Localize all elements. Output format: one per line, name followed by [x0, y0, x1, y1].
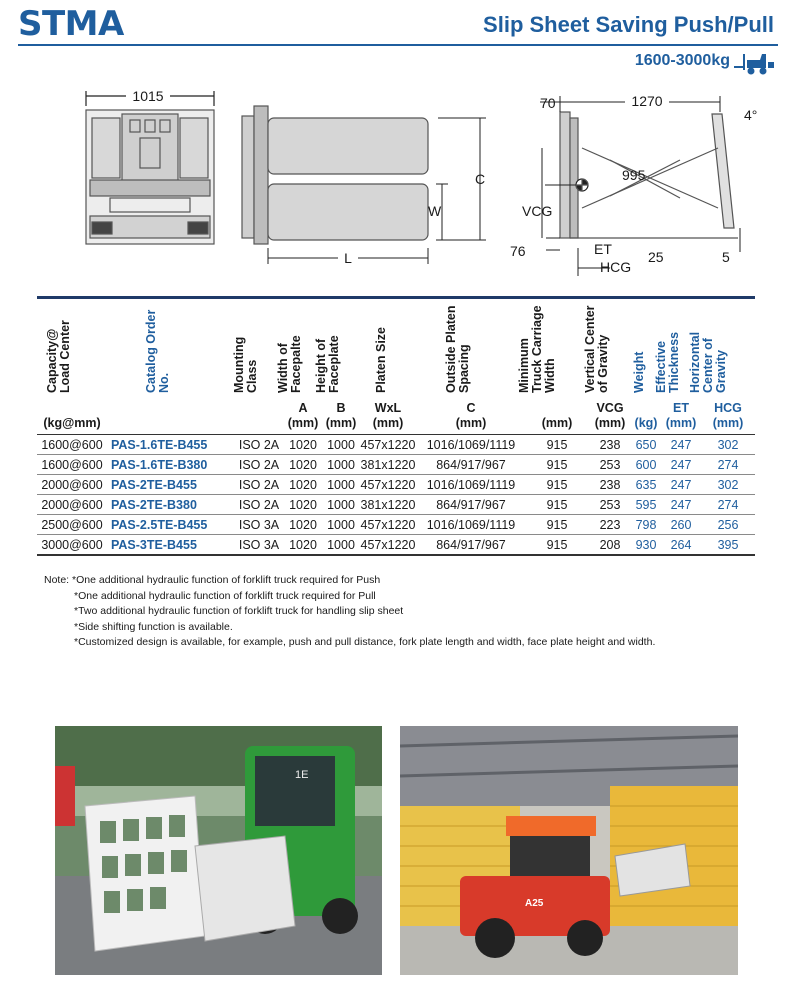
table-row — [37, 515, 755, 535]
header-capacity: Capacity@ Load Center — [45, 320, 72, 393]
header-platen: Platen Size — [374, 327, 388, 393]
profile-76-label: 76 — [510, 243, 526, 259]
note-line: *Two additional hydraulic function of forklift truck for handling slip sheet — [74, 605, 404, 617]
table-cell: 381x1220 — [359, 495, 417, 515]
unit-width: A (mm) — [283, 399, 323, 435]
table-cell: 1020 — [283, 455, 323, 475]
table-row — [37, 475, 755, 495]
table-cell: 457x1220 — [359, 435, 417, 455]
table-cell: PAS-1.6TE-B455 — [107, 435, 235, 455]
table-cell: PAS-2TE-B380 — [107, 495, 235, 515]
table-cell: 247 — [661, 435, 701, 455]
table-cell: 457x1220 — [359, 535, 417, 556]
table-cell: 1016/1069/1119 — [417, 435, 525, 455]
table-cell: 238 — [589, 475, 631, 495]
note-line: *Side shifting function is available. — [74, 620, 233, 633]
table-cell: 1000 — [323, 455, 359, 475]
note-line: *Customized design is available, for example, push and pull distance, fork plate length and width, face plate height and width. — [74, 636, 656, 648]
spec-table — [37, 296, 755, 556]
table-cell: 798 — [631, 515, 661, 535]
photo-warehouse-forklift — [400, 726, 738, 975]
front-width-label: 1015 — [132, 88, 164, 104]
table-cell: 1000 — [323, 435, 359, 455]
table-cell: 247 — [661, 495, 701, 515]
header-height: Height of Faceplate — [314, 335, 341, 393]
truck-badge: 1E — [295, 769, 309, 781]
table-cell: 3000@600 — [37, 535, 107, 556]
table-cell: 260 — [661, 515, 701, 535]
table-cell: 595 — [631, 495, 661, 515]
table-cell: 1000 — [323, 515, 359, 535]
side-c-label: C — [475, 171, 486, 187]
profile-25-label: 25 — [648, 249, 664, 265]
table-cell: 864/917/967 — [417, 495, 525, 515]
unit-hcg: HCG (mm) — [701, 399, 755, 435]
table-cell: 2000@600 — [37, 495, 107, 515]
table-cell: 915 — [525, 435, 589, 455]
table-cell: 2500@600 — [37, 515, 107, 535]
profile-view — [560, 112, 738, 238]
header-et: Effective Thickness — [654, 331, 681, 393]
forklift-icon — [732, 50, 776, 76]
unit-height: B (mm) — [323, 399, 359, 435]
table-cell: 915 — [525, 515, 589, 535]
table-cell: 915 — [525, 495, 589, 515]
table-row — [37, 535, 755, 556]
header-spacing: Outside Platen Spacing — [444, 305, 471, 393]
table-cell: 1020 — [283, 475, 323, 495]
table-cell: 256 — [701, 515, 755, 535]
table-cell: 247 — [661, 455, 701, 475]
table-cell: PAS-1.6TE-B380 — [107, 455, 235, 475]
table-cell: 1020 — [283, 435, 323, 455]
table-cell: 274 — [701, 455, 755, 475]
unit-spacing: C (mm) — [417, 399, 525, 435]
table-cell: ISO 2A — [235, 495, 283, 515]
table-cell: 457x1220 — [359, 475, 417, 495]
photo-outdoor-forklift — [55, 726, 382, 975]
table-cell: 253 — [589, 455, 631, 475]
table-row — [37, 435, 755, 455]
unit-vcg: VCG (mm) — [589, 399, 631, 435]
table-cell: 1000 — [323, 535, 359, 556]
table-cell: 1020 — [283, 495, 323, 515]
technical-drawing — [70, 88, 770, 284]
table-cell: 208 — [589, 535, 631, 556]
header-vcg: Vertical Center of Gravity — [583, 305, 610, 393]
side-w-label: W — [428, 203, 442, 219]
profile-995-label: 995 — [622, 167, 646, 183]
table-cell: 457x1220 — [359, 515, 417, 535]
side-view — [242, 106, 428, 244]
profile-5-label: 5 — [722, 249, 730, 265]
table-cell: 1016/1069/1119 — [417, 515, 525, 535]
brand-logo: STMA — [18, 4, 124, 44]
front-view — [86, 91, 214, 244]
table-cell: 864/917/967 — [417, 535, 525, 556]
unit-carriage: (mm) — [525, 399, 589, 435]
unit-et: ET (mm) — [661, 399, 701, 435]
notes — [44, 573, 655, 651]
unit-platen: WxL (mm) — [359, 399, 417, 435]
table-cell: 650 — [631, 435, 661, 455]
table-cell: 2000@600 — [37, 475, 107, 495]
header-rule — [18, 44, 778, 46]
table-cell: 864/917/967 — [417, 455, 525, 475]
table-cell: ISO 2A — [235, 475, 283, 495]
table-cell: 395 — [701, 535, 755, 556]
table-cell: 381x1220 — [359, 455, 417, 475]
profile-vcg-label: VCG — [522, 203, 553, 219]
table-cell: 915 — [525, 535, 589, 556]
table-cell: 915 — [525, 475, 589, 495]
header-hcg: Horizontal Center of Gravity — [688, 331, 728, 393]
table-cell: 302 — [701, 435, 755, 455]
profile-angle-label: 4° — [744, 107, 758, 123]
table-cell: 1020 — [283, 535, 323, 556]
profile-1270-label: 1270 — [631, 93, 663, 109]
header-width: Width of Facepalte — [276, 335, 303, 393]
table-cell: 247 — [661, 475, 701, 495]
table-cell: PAS-2.5TE-B455 — [107, 515, 235, 535]
table-cell: ISO 3A — [235, 515, 283, 535]
profile-et-label: ET — [594, 241, 612, 257]
truck-label: A25 — [525, 898, 544, 909]
table-cell: 600 — [631, 455, 661, 475]
table-cell: 930 — [631, 535, 661, 556]
note-line: Note: *One additional hydraulic function of forklift truck required for Push — [44, 574, 381, 586]
table-cell: 1000 — [323, 495, 359, 515]
note-line: *One additional hydraulic function of forklift truck required for Pull — [74, 589, 376, 602]
header-order: Catalog Order No. — [144, 309, 171, 393]
unit-weight: (kg) — [631, 399, 661, 435]
table-cell: 253 — [589, 495, 631, 515]
table-cell: 264 — [661, 535, 701, 556]
table-cell: 1000 — [323, 475, 359, 495]
header-carriage: Minimum Truck Carriage Width — [517, 305, 557, 393]
unit-capacity: (kg@mm) — [37, 399, 107, 435]
table-cell: 1016/1069/1119 — [417, 475, 525, 495]
profile-70-label: 70 — [540, 95, 556, 111]
table-cell: ISO 2A — [235, 455, 283, 475]
table-cell: 915 — [525, 455, 589, 475]
table-cell: 1600@600 — [37, 435, 107, 455]
table-cell: 238 — [589, 435, 631, 455]
table-cell: 302 — [701, 475, 755, 495]
header-mounting: Mounting Class — [232, 336, 259, 393]
table-cell: PAS-3TE-B455 — [107, 535, 235, 556]
table-cell: 223 — [589, 515, 631, 535]
table-row — [37, 455, 755, 475]
table-cell: ISO 2A — [235, 435, 283, 455]
table-cell: 1020 — [283, 515, 323, 535]
table-cell: PAS-2TE-B455 — [107, 475, 235, 495]
table-cell: 635 — [631, 475, 661, 495]
side-l-label: L — [344, 250, 352, 266]
table-row — [37, 495, 755, 515]
table-cell: 1600@600 — [37, 455, 107, 475]
table-cell: ISO 3A — [235, 535, 283, 556]
header-weight: Weight — [632, 351, 646, 393]
table-cell: 274 — [701, 495, 755, 515]
page-title: Slip Sheet Saving Push/Pull — [483, 12, 774, 37]
profile-hcg-label: HCG — [600, 259, 632, 275]
capacity-range: 1600-3000kg — [634, 52, 730, 69]
